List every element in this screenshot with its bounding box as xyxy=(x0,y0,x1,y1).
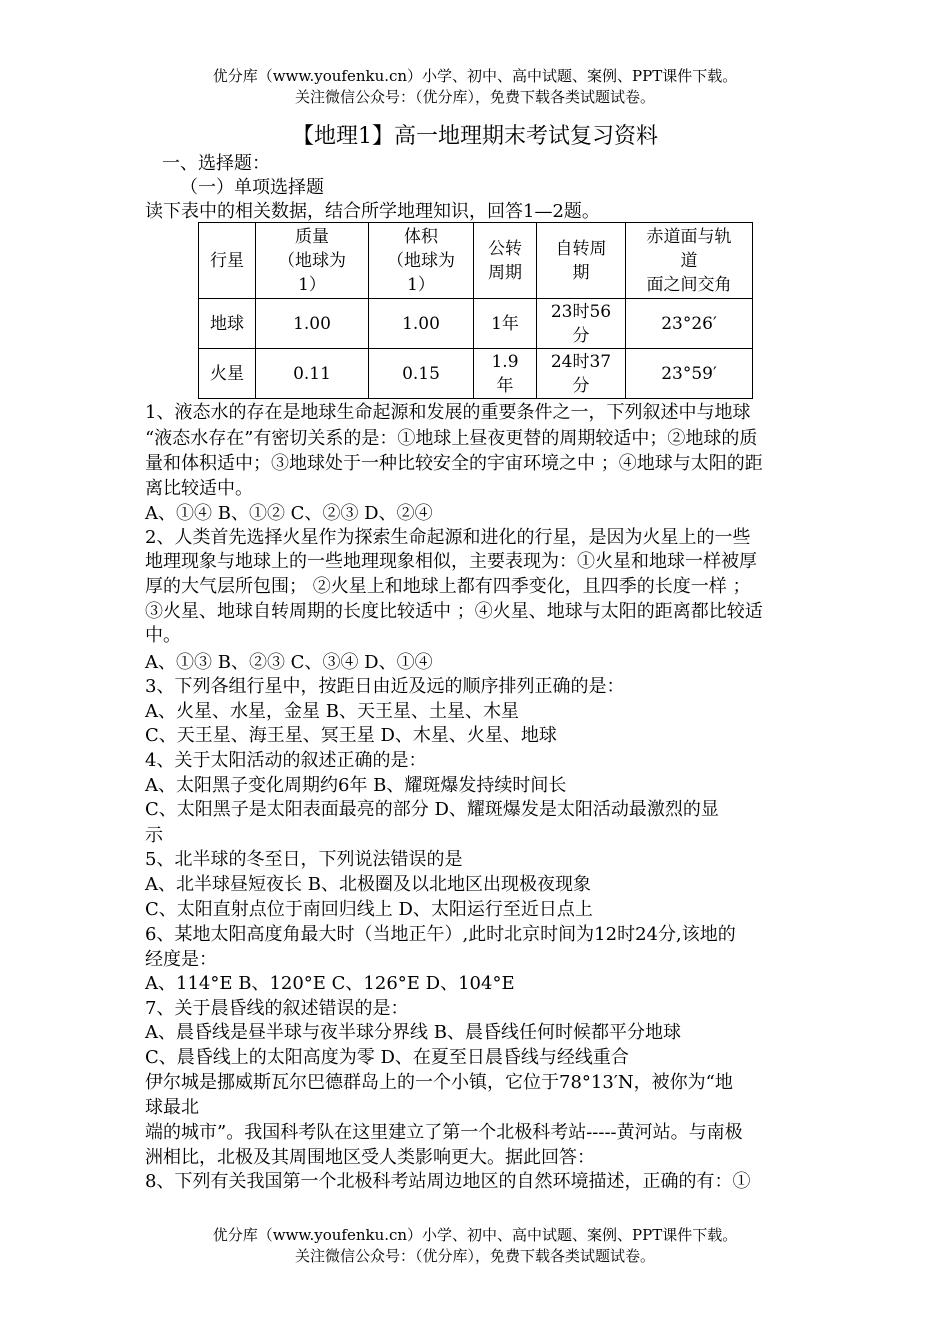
table-cell: 1年 xyxy=(474,299,537,349)
text-line: 离比较适中。 xyxy=(145,478,253,499)
table-cell: 0.11 xyxy=(256,349,369,399)
text-line: C、太阳黑子是太阳表面最亮的部分 D、耀斑爆发是太阳活动最激烈的显 xyxy=(145,799,719,820)
text-line: 洲相比，北极及其周围地区受人类影响更大。据此回答： xyxy=(145,1147,595,1168)
header-cell: 自转周 期 xyxy=(537,223,626,299)
table-cell: 1.9 年 xyxy=(474,349,537,399)
header-cell: 赤道面与轨 道 面之间交角 xyxy=(626,223,753,299)
footer-line-1: 优分库（www.youfenku.cn）小学、初中、高中试题、案例、PPT课件下载。 xyxy=(212,1226,738,1244)
text-line: A、太阳黑子变化周期约6年 B、耀斑爆发持续时间长 xyxy=(145,775,567,796)
section-heading: 一、选择题： xyxy=(162,153,270,174)
text-line: A、①③ B、②③ C、③④ D、①④ xyxy=(145,652,433,673)
text-line: 1、液态水的存在是地球生命起源和发展的重要条件之一，下列叙述中与地球 xyxy=(145,402,751,423)
table-cell: 1.00 xyxy=(256,299,369,349)
text-line: A、①④ B、①② C、②③ D、②④ xyxy=(145,503,433,524)
text-line: 量和体积适中；③地球处于一种比较安全的宇宙环境之中 ；④地球与太阳的距 xyxy=(145,453,763,474)
text-line: 7、关于晨昏线的叙述错误的是： xyxy=(145,998,409,1019)
document-title: 【地理1】高一地理期末考试复习资料 xyxy=(292,124,658,149)
table-cell: 地球 xyxy=(199,299,256,349)
table-header-row xyxy=(199,223,753,299)
header-line-2: 关注微信公众号：（优分库），免费下载各类试题试卷。 xyxy=(294,88,655,106)
subsection-heading: （一）单项选择题 xyxy=(180,177,324,198)
header-line-1: 优分库（www.youfenku.cn）小学、初中、高中试题、案例、PPT课件下载。 xyxy=(212,67,738,85)
text-line: A、114°E B、120°E C、126°E D、104°E xyxy=(145,973,515,994)
footer-line-2: 关注微信公众号：（优分库），免费下载各类试题试卷。 xyxy=(294,1247,655,1265)
table-cell: 火星 xyxy=(199,349,256,399)
text-line: 3、下列各组行星中，按距日由近及远的顺序排列正确的是： xyxy=(145,676,625,697)
text-line: C、太阳直射点位于南回归线上 D、太阳运行至近日点上 xyxy=(145,899,593,920)
text-line: 球最北 xyxy=(145,1097,199,1118)
text-line: 4、关于太阳活动的叙述正确的是： xyxy=(145,750,427,771)
header-cell: 体积 （地球为 1） xyxy=(369,223,474,299)
table-cell: 0.15 xyxy=(369,349,474,399)
text-line: 中。 xyxy=(145,625,181,646)
text-line: 5、北半球的冬至日，下列说法错误的是 xyxy=(145,849,463,870)
text-line: C、天王星、海王星、冥王星 D、木星、火星、地球 xyxy=(145,725,557,746)
text-line: 2、人类首先选择火星作为探索生命起源和进化的行星，是因为火星上的一些 xyxy=(145,527,751,548)
text-line: ③火星、地球自转周期的长度比较适中 ；④火星、地球与太阳的距离都比较适 xyxy=(145,601,763,622)
table-row xyxy=(199,299,753,349)
text-line: 地理现象与地球上的一些地理现象相似，主要表现为：①火星和地球一样被厚 xyxy=(145,551,757,572)
table-cell: 24时37 分 xyxy=(537,349,626,399)
header-cell: 质量 （地球为 1） xyxy=(256,223,369,299)
text-line: 伊尔城是挪威斯瓦尔巴德群岛上的一个小镇，它位于78°13′N，被你为“地 xyxy=(145,1072,733,1093)
table-cell: 23°59′ xyxy=(626,349,753,399)
text-line: 厚的大气层所包围； ②火星上和地球上都有四季变化，且四季的长度一样 ； xyxy=(145,576,751,597)
text-line: 6、某地太阳高度角最大时（当地正午）,此时北京时间为12时24分,该地的 xyxy=(145,924,736,945)
table-intro: 读下表中的相关数据，结合所学地理知识，回答1—2题。 xyxy=(145,201,600,222)
table-row xyxy=(199,349,753,399)
text-line: 示 xyxy=(145,825,163,846)
header-cell: 行星 xyxy=(199,223,256,299)
table-cell: 23°26′ xyxy=(626,299,753,349)
text-line: A、晨昏线是昼半球与夜半球分界线 B、晨昏线任何时候都平分地球 xyxy=(145,1022,681,1043)
text-line: “液态水存在”有密切关系的是：①地球上昼夜更替的周期较适中；②地球的质 xyxy=(145,428,758,449)
text-line: C、晨昏线上的太阳高度为零 D、在夏至日晨昏线与经线重合 xyxy=(145,1047,629,1068)
text-line: 经度是： xyxy=(145,949,217,970)
table-cell: 1.00 xyxy=(369,299,474,349)
text-line: A、北半球昼短夜长 B、北极圈及以北地区出现极夜现象 xyxy=(145,874,591,895)
planet-data-table xyxy=(198,222,753,399)
text-line: A、火星、水星，金星 B、天王星、土星、木星 xyxy=(145,701,519,722)
text-line: 端的城市”。我国科考队在这里建立了第一个北极科考站-----黄河站。与南极 xyxy=(145,1122,743,1143)
table-cell: 23时56 分 xyxy=(537,299,626,349)
header-cell: 公转 周期 xyxy=(474,223,537,299)
text-line: 8、下列有关我国第一个北极科考站周边地区的自然环境描述，正确的有：① xyxy=(145,1171,751,1192)
